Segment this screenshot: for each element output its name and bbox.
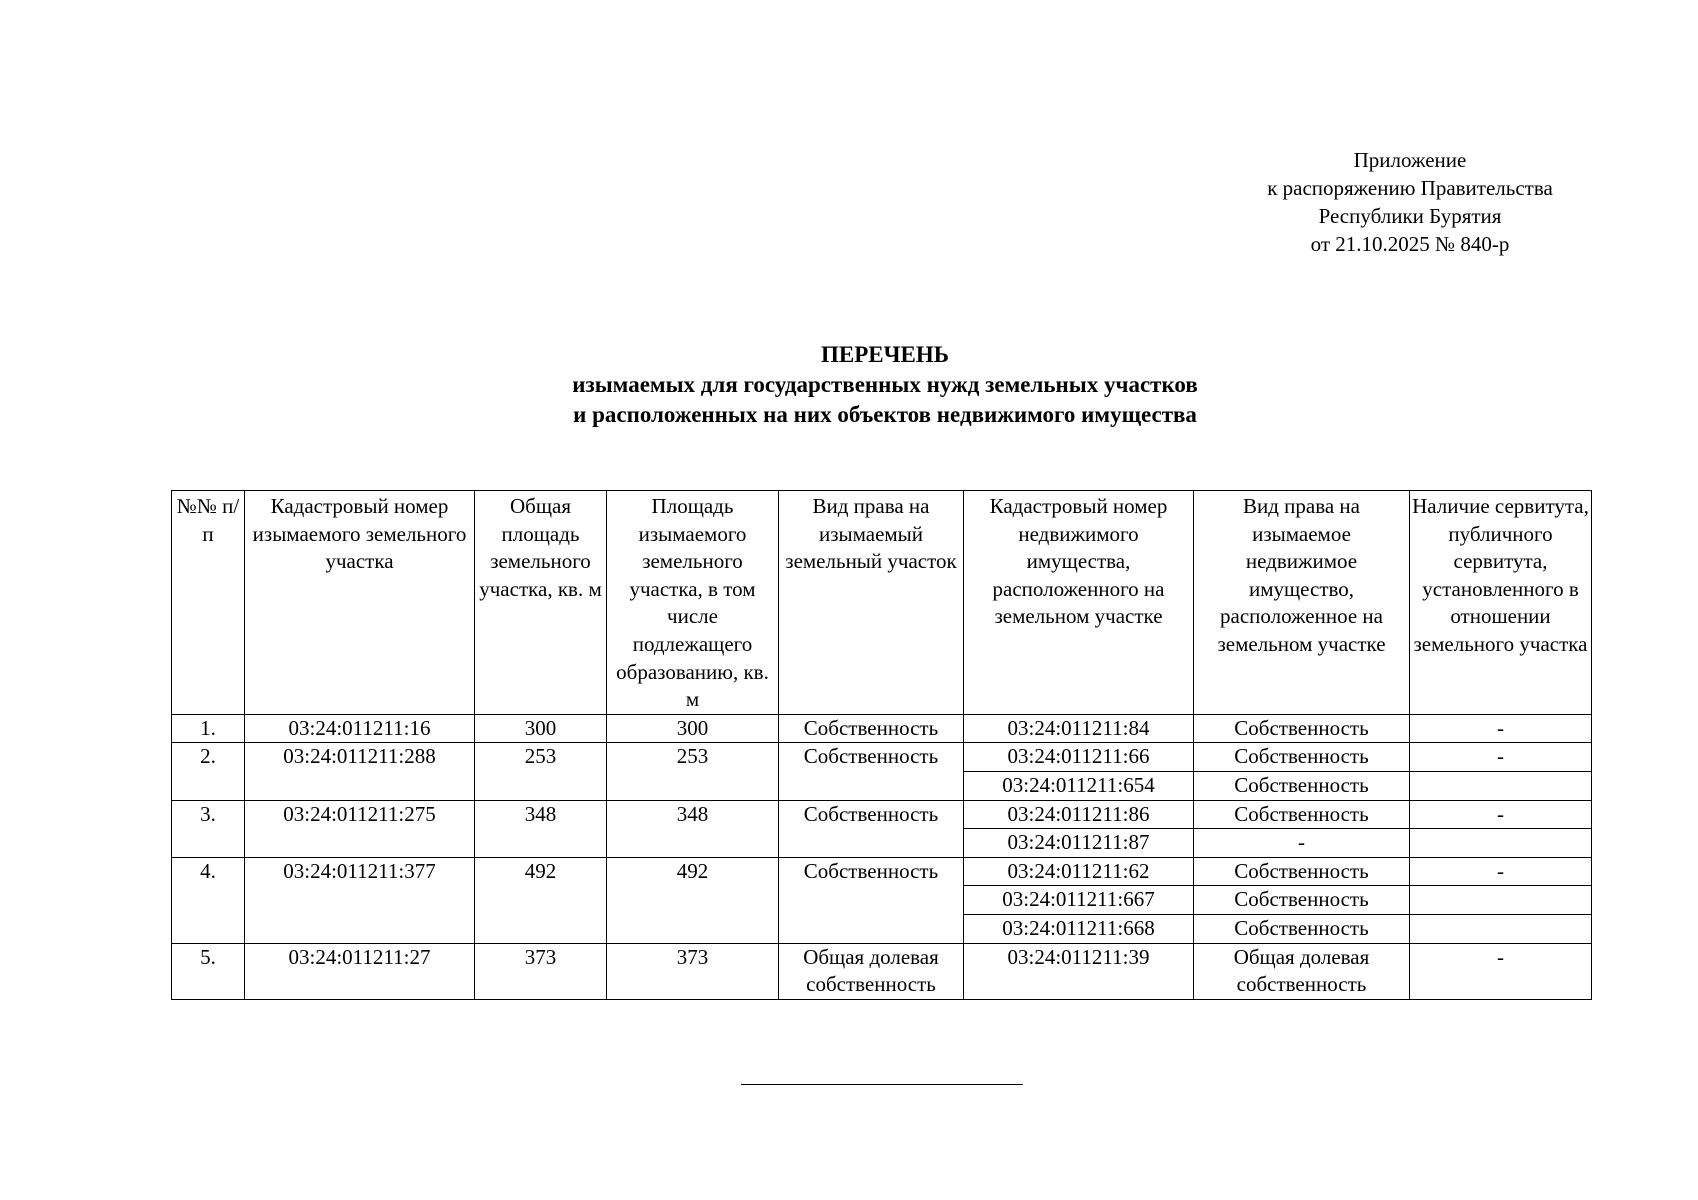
header-total-area: Общая площадь земельного участка, кв. м: [475, 491, 607, 715]
cell-object-cadastral: 03:24:011211:66: [964, 743, 1194, 772]
cell-object-right: -: [1194, 829, 1410, 858]
cell-land-right: Собственность: [779, 800, 964, 857]
cell-object-right: Общая долевая собственность: [1194, 943, 1410, 999]
title-line-1: ПЕРЕЧЕНЬ: [821, 342, 949, 367]
table-header-row: [172, 491, 1592, 715]
cell-plot-cadastral: 03:24:011211:27: [245, 943, 475, 999]
cell-total-area: 373: [475, 943, 607, 999]
cell-seized-area: 373: [607, 943, 779, 999]
cell-object-right: Собственность: [1194, 886, 1410, 915]
cell-servitude: -: [1410, 714, 1592, 743]
land-plots-table: [171, 490, 1592, 1000]
cell-number: 5.: [172, 943, 245, 999]
appendix-line-3: Республики Бурятия: [1318, 204, 1502, 228]
cell-total-area: 300: [475, 714, 607, 743]
title-line-2: изымаемых для государственных нужд земельных участков: [572, 372, 1198, 397]
cell-number: 3.: [172, 800, 245, 857]
cell-object-cadastral: 03:24:011211:84: [964, 714, 1194, 743]
cell-total-area: 253: [475, 743, 607, 800]
header-number: №№ п/п: [172, 491, 245, 715]
header-object-right: Вид права на изымаемое недвижимое имущество, расположенное на земельном участке: [1194, 491, 1410, 715]
cell-servitude: -: [1410, 857, 1592, 886]
cell-land-right: Собственность: [779, 714, 964, 743]
cell-object-cadastral: 03:24:011211:39: [964, 943, 1194, 999]
appendix-block: [1190, 146, 1630, 258]
table-row: [172, 857, 1592, 886]
document-title: [300, 340, 1470, 430]
cell-total-area: 492: [475, 857, 607, 943]
cell-number: 2.: [172, 743, 245, 800]
cell-object-right: Собственность: [1194, 771, 1410, 800]
cell-land-right: Собственность: [779, 857, 964, 943]
cell-object-right: Собственность: [1194, 743, 1410, 772]
table-row: [172, 743, 1592, 772]
cell-land-right: Общая долевая собственность: [779, 943, 964, 999]
cell-object-cadastral: 03:24:011211:654: [964, 771, 1194, 800]
cell-servitude: -: [1410, 743, 1592, 772]
header-land-right: Вид права на изымаемый земельный участок: [779, 491, 964, 715]
header-plot-cadastral: Кадастровый номер изымаемого земельного участка: [245, 491, 475, 715]
appendix-line-1: Приложение: [1353, 148, 1467, 172]
header-object-cadastral: Кадастровый номер недвижимого имущества, расположенного на земельном участке: [964, 491, 1194, 715]
cell-object-right: Собственность: [1194, 800, 1410, 829]
cell-land-right: Собственность: [779, 743, 964, 800]
cell-object-right: Собственность: [1194, 714, 1410, 743]
appendix-line-2: к распоряжению Правительства: [1267, 176, 1553, 200]
cell-object-right: Собственность: [1194, 857, 1410, 886]
cell-servitude: -: [1410, 943, 1592, 999]
cell-object-cadastral: 03:24:011211:667: [964, 886, 1194, 915]
cell-seized-area: 253: [607, 743, 779, 800]
cell-servitude-empty: [1410, 914, 1592, 943]
header-seized-area: Площадь изымаемого земельного участка, в том числе подлежащего образованию, кв. м: [607, 491, 779, 715]
cell-servitude-empty: [1410, 771, 1592, 800]
cell-seized-area: 348: [607, 800, 779, 857]
footer-separator-line: [741, 1084, 1023, 1085]
cell-servitude-empty: [1410, 829, 1592, 858]
cell-plot-cadastral: 03:24:011211:16: [245, 714, 475, 743]
cell-plot-cadastral: 03:24:011211:275: [245, 800, 475, 857]
cell-servitude: -: [1410, 800, 1592, 829]
table-row: [172, 943, 1592, 999]
table-row: [172, 714, 1592, 743]
title-line-3: и расположенных на них объектов недвижимого имущества: [573, 402, 1197, 427]
cell-object-cadastral: 03:24:011211:668: [964, 914, 1194, 943]
cell-object-cadastral: 03:24:011211:86: [964, 800, 1194, 829]
table-row: [172, 800, 1592, 829]
cell-number: 4.: [172, 857, 245, 943]
cell-servitude-empty: [1410, 886, 1592, 915]
cell-seized-area: 300: [607, 714, 779, 743]
header-servitude: Наличие сервитута, публичного сервитута, установленного в отношении земельного участка: [1410, 491, 1592, 715]
cell-number: 1.: [172, 714, 245, 743]
appendix-line-4: от 21.10.2025 № 840-р: [1310, 232, 1510, 256]
cell-object-cadastral: 03:24:011211:87: [964, 829, 1194, 858]
cell-object-right: Собственность: [1194, 914, 1410, 943]
cell-total-area: 348: [475, 800, 607, 857]
cell-plot-cadastral: 03:24:011211:288: [245, 743, 475, 800]
cell-object-cadastral: 03:24:011211:62: [964, 857, 1194, 886]
cell-plot-cadastral: 03:24:011211:377: [245, 857, 475, 943]
cell-seized-area: 492: [607, 857, 779, 943]
